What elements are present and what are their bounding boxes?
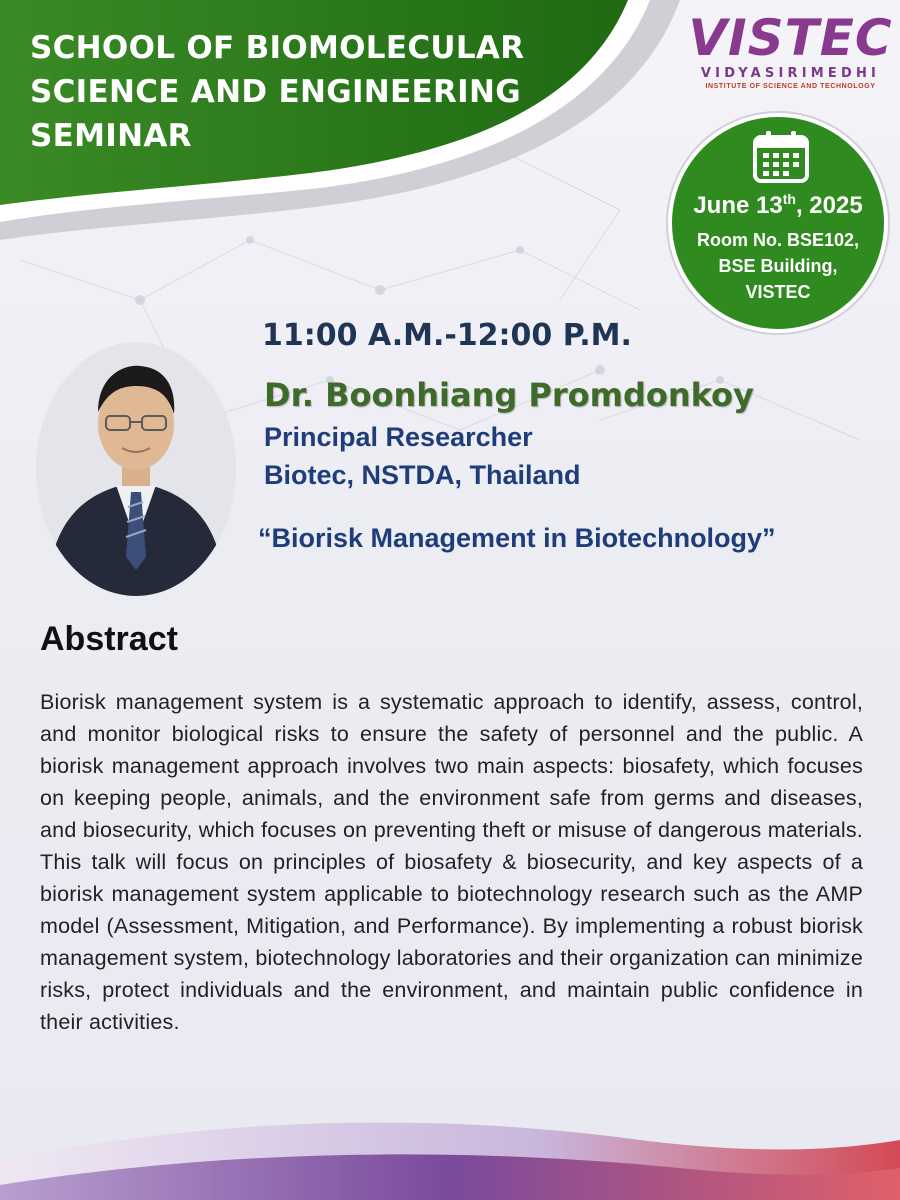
title-line-3: SEMINAR [30, 118, 192, 154]
vistec-logo [688, 10, 893, 100]
abstract-heading: Abstract [40, 620, 178, 658]
speaker-photo [36, 342, 236, 596]
speaker-organization: Biotec, NSTDA, Thailand [264, 460, 581, 490]
logo-wordmark: VISTEC [688, 9, 893, 67]
logo-tagline: INSTITUTE OF SCIENCE AND TECHNOLOGY [705, 83, 876, 90]
location-line-1: Room No. BSE102, [696, 230, 860, 250]
event-date: June 13th, 2025 [693, 191, 863, 219]
logo-subtitle: VIDYASIRIMEDHI [700, 66, 881, 81]
date-badge [668, 113, 888, 333]
title-line-2: SCIENCE AND ENGINEERING [30, 74, 522, 110]
speaker-position: Principal Researcher [264, 422, 533, 452]
title-line-1: SCHOOL OF BIOMOLECULAR [30, 30, 525, 66]
abstract-body: Biorisk management system is a systematic approach to identify, assess, control, and monitor biological risks to ensure the safety of personnel and the public. A biorisk management approach involves two main aspects: biosafety, which focuses on keeping people, animals, and the environment safe from germs and diseases, and biosecurity, which focuses on preventing theft or misuse of dangerous materials. This talk will focus on principles of biosafety & biosecurity, and key aspects of a biorisk management system applicable to biotechnology research such as the AMP model (Assessment, Mitigation, and Performance). By implementing a robust biorisk management system, biotechnology laboratories and their organization can minimize risks, protect individuals and the environment, and maintain public confidence in their activities. [40, 690, 863, 1034]
location-line-3: VISTEC [745, 282, 811, 302]
talk-title: “Biorisk Management in Biotechnology” [258, 523, 776, 553]
event-location [672, 227, 884, 305]
event-time: 11:00 A.M.-12:00 P.M. [262, 318, 632, 353]
speaker-name: Dr. Boonhiang Promdonkoy [264, 376, 754, 414]
calendar-icon [752, 129, 810, 185]
location-line-2: BSE Building, [718, 256, 838, 276]
seminar-title [30, 26, 590, 158]
